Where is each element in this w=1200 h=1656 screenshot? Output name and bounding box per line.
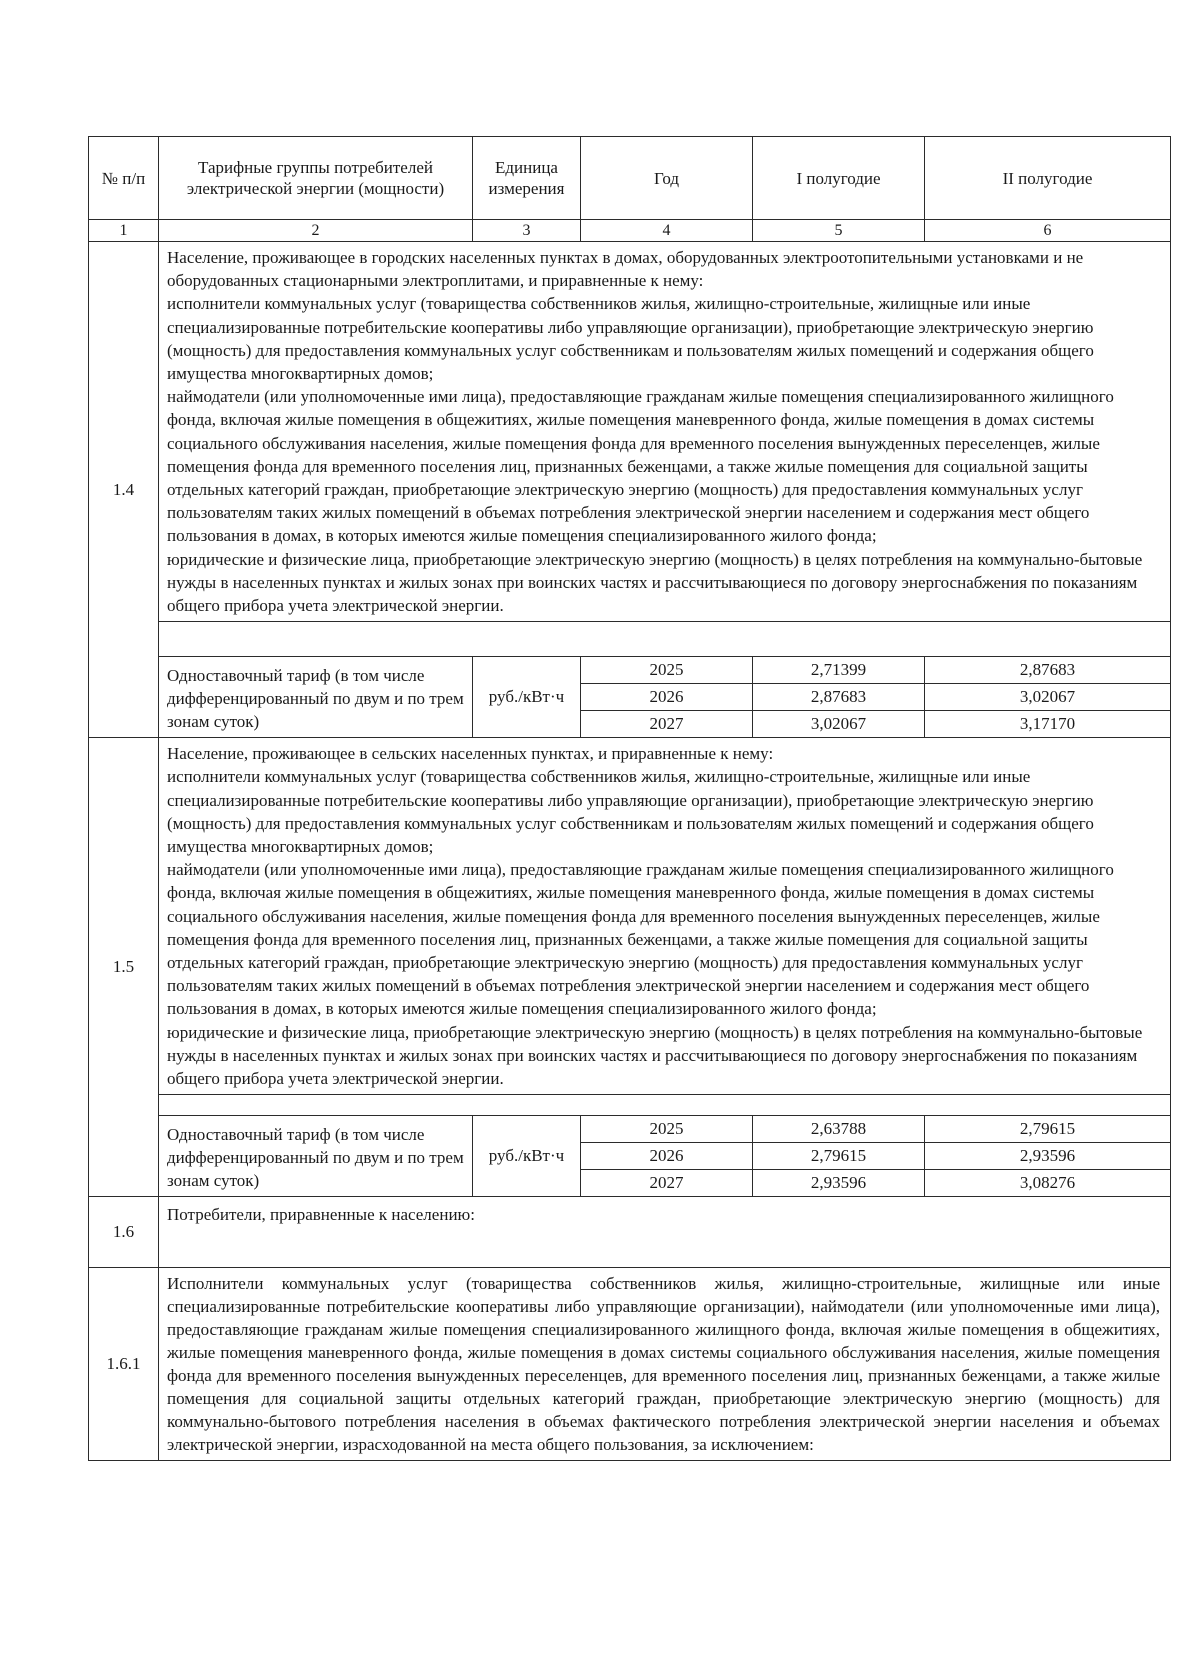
row-number: 1.4 [89,242,159,738]
tariff-first-half-value: 2,71399 [753,657,925,684]
tariff-year: 2026 [581,1143,753,1170]
description-paragraph: Население, проживающее в сельских населенных пунктах, и приравненные к нему: [167,744,774,764]
spacer-row [89,1095,1171,1116]
tariff-row [89,1116,1171,1143]
description-paragraph: исполнители коммунальных услуг (товарищества собственников жилья, жилищно-строительные, жилищные или иные специализированные потребительские кооперативы либо управляющие организации), приобретающие электрическую энергию (мощность) для предоставления коммунальных услуг собственникам и пользователям жилых помещений и содержания общего имущества многоквартирных домов; [167,294,1094,384]
row-number: 1.6.1 [89,1268,159,1461]
column-number: 3 [473,220,581,242]
column-number: 5 [753,220,925,242]
tariff-first-half-value: 2,87683 [753,684,925,711]
tariff-second-half-value: 3,02067 [925,684,1171,711]
tariff-year: 2025 [581,1116,753,1143]
blank-space [159,1095,1171,1116]
table-row [89,1268,1171,1461]
tariff-label: Одноставочный тариф (в том числе дифференцированный по двум и по трем зонам суток) [159,1116,473,1197]
blank-space [159,622,1171,657]
tariff-first-half-value: 2,93596 [753,1170,925,1197]
description-paragraph: Население, проживающее в городских населенных пунктах в домах, оборудованных электроотопительными установками и не оборудованных стационарными электроплитами, и приравненные к нему: [167,248,1084,291]
description-paragraph: наймодатели (или уполномоченные ими лица), предоставляющие гражданам жилые помещения специализированного жилищного фонда, включая жилые помещения в общежитиях, жилые помещения маневренного фонда, жилые помещения в домах системы социального обслуживания населения, жилые помещения фонда для временного поселения вынужденных переселенцев, жилые помещения фонда для временного поселения лиц, признанных беженцами, а также жилые помещения для социальной защиты отдельных категорий граждан, приобретающие электрическую энергию (мощность) для предоставления коммунальных услуг пользователям таких жилых помещений в объемах потребления электрической энергии населением и содержания мест общего пользования в домах, в которых имеются жилые помещения специализированного жилого фонда; [167,860,1114,1019]
spacer-row [89,622,1171,657]
tariff-second-half-value: 2,93596 [925,1143,1171,1170]
tariff-unit: руб./кВт·ч [473,1116,581,1197]
header-tariff-groups: Тарифные группы потребителей электрической энергии (мощности) [159,137,473,220]
column-number: 6 [925,220,1171,242]
tariff-second-half-value: 2,79615 [925,1116,1171,1143]
header-unit: Единица измерения [473,137,581,220]
tariff-unit: руб./кВт·ч [473,657,581,738]
table-row [89,1197,1171,1268]
column-number: 2 [159,220,473,242]
tariff-group-description [159,738,1171,1095]
description-paragraph: исполнители коммунальных услуг (товарищества собственников жилья, жилищно-строительные, жилищные или иные специализированные потребительские кооперативы либо управляющие организации), приобретающие электрическую энергию (мощность) для предоставления коммунальных услуг собственникам и пользователям жилых помещений и содержания общего имущества многоквартирных домов; [167,767,1094,857]
row-number: 1.6 [89,1197,159,1268]
tariff-group-description: Потребители, приравненные к населению: [159,1197,1171,1268]
header-number: № п/п [89,137,159,220]
table-header-row [89,137,1171,220]
table-row [89,242,1171,622]
tariff-first-half-value: 2,63788 [753,1116,925,1143]
tariff-group-description: Исполнители коммунальных услуг (товарищества собственников жилья, жилищно-строительные, жилищные или иные специализированные потребительские кооперативы либо управляющие организации), наймодатели (или уполномоченные ими лица), предоставляющие гражданам жилые помещения специализированного жилищного фонда, включая жилые помещения в общежитиях, жилые помещения маневренного фонда, жилые помещения в домах системы социального обслуживания населения, жилые помещения фонда для временного поселения вынужденных переселенцев, для временного поселения лиц, признанных беженцами, а также жилые помещения для социальной защиты отдельных категорий граждан, приобретающие электрическую энергию (мощность) для коммунально-бытового потребления населения в объемах фактического потребления электрической энергии населения и объемах электрической энергии, израсходованной на места общего пользования, за исключением: [159,1268,1171,1461]
column-number: 4 [581,220,753,242]
tariff-second-half-value: 2,87683 [925,657,1171,684]
tariff-year: 2027 [581,1170,753,1197]
header-first-half: I полугодие [753,137,925,220]
header-year: Год [581,137,753,220]
tariff-row [89,657,1171,684]
column-numbers-row [89,220,1171,242]
tariff-group-description [159,242,1171,622]
row-number: 1.5 [89,738,159,1197]
tariff-table [88,136,1171,1461]
table-row [89,738,1171,1095]
header-second-half: II полугодие [925,137,1171,220]
tariff-table-page [88,136,1170,1461]
tariff-label: Одноставочный тариф (в том числе дифференцированный по двум и по трем зонам суток) [159,657,473,738]
description-paragraph: наймодатели (или уполномоченные ими лица), предоставляющие гражданам жилые помещения специализированного жилищного фонда, включая жилые помещения в общежитиях, жилые помещения маневренного фонда, жилые помещения в домах системы социального обслуживания населения, жилые помещения фонда для временного поселения вынужденных переселенцев, жилые помещения фонда для временного поселения лиц, признанных беженцами, а также жилые помещения для социальной защиты отдельных категорий граждан, приобретающие электрическую энергию (мощность) для предоставления коммунальных услуг пользователям таких жилых помещений в объемах потребления электрической энергии населением и содержания мест общего пользования в домах, в которых имеются жилые помещения специализированного жилого фонда; [167,387,1114,546]
tariff-second-half-value: 3,08276 [925,1170,1171,1197]
tariff-year: 2026 [581,684,753,711]
column-number: 1 [89,220,159,242]
tariff-first-half-value: 3,02067 [753,711,925,738]
tariff-first-half-value: 2,79615 [753,1143,925,1170]
description-paragraph: юридические и физические лица, приобретающие электрическую энергию (мощность) в целях потребления на коммунально-бытовые нужды в населенных пунктах и жилых зонах при воинских частях и рассчитывающиеся по договору энергоснабжения по показаниям общего прибора учета электрической энергии. [167,549,1143,616]
tariff-year: 2025 [581,657,753,684]
description-paragraph: юридические и физические лица, приобретающие электрическую энергию (мощность) в целях потребления на коммунально-бытовые нужды в населенных пунктах и жилых зонах при воинских частях и рассчитывающиеся по договору энергоснабжения по показаниям общего прибора учета электрической энергии. [167,1022,1143,1089]
tariff-second-half-value: 3,17170 [925,711,1171,738]
tariff-year: 2027 [581,711,753,738]
